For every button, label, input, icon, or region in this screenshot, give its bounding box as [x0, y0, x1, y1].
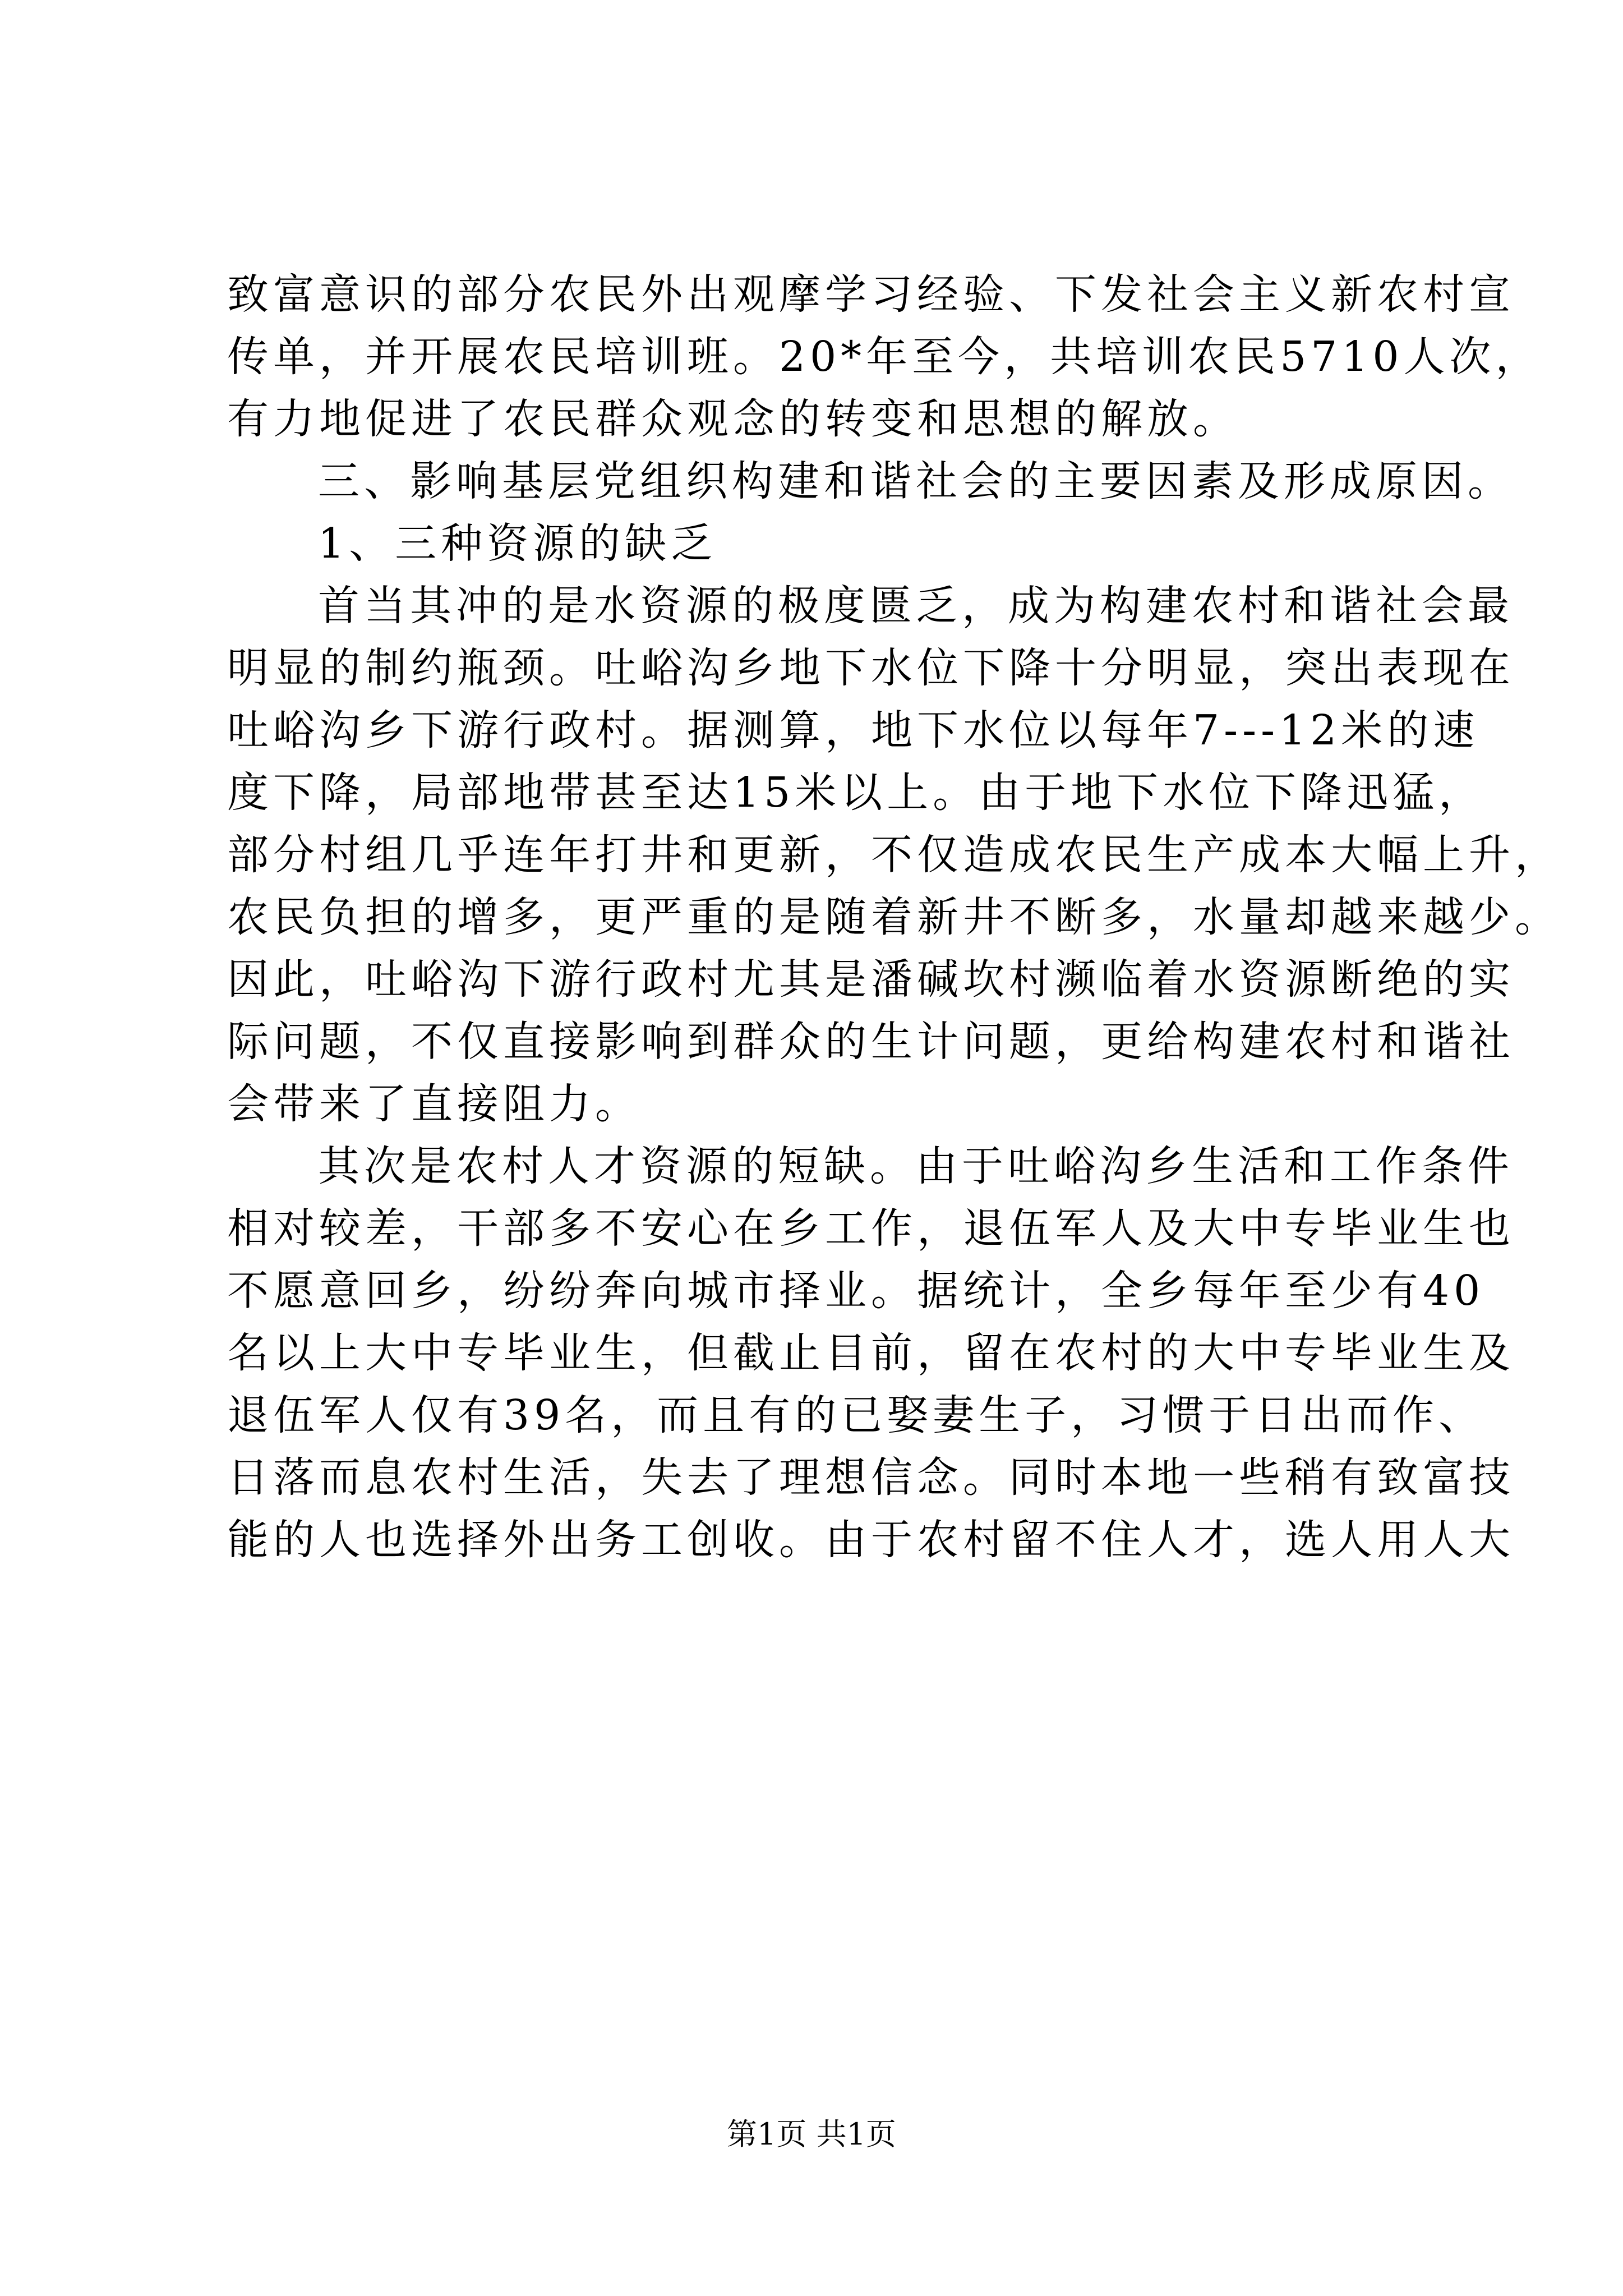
text-line: 吐峪沟乡下游行政村。据测算，地下水位以每年7---12米的速: [227, 706, 1479, 754]
subsection-heading: 1、三种资源的缺乏: [318, 519, 717, 568]
text-line: 际问题，不仅直接影响到群众的生计问题，更给构建农村和谐社: [227, 1018, 1515, 1066]
text-line: 传单，并开展农民培训班。20*年至今，共培训农民5710人次，: [227, 333, 1542, 381]
page-number-label: 第1页 共1页: [727, 2116, 896, 2152]
text-line: 明显的制约瓶颈。吐峪沟乡地下水位下降十分明显，突出表现在: [227, 644, 1515, 692]
text-line: 致富意识的部分农民外出观摩学习经验、下发社会主义新农村宣: [227, 270, 1515, 319]
text-line: 部分村组几乎连年打井和更新，不仅造成农民生产成本大幅上升，: [227, 831, 1561, 879]
text-line: 退伍军人仅有39名，而且有的已娶妻生子，习惯于日出而作、: [227, 1391, 1485, 1439]
page-footer: [0, 2115, 1623, 2154]
text-line: 其次是农村人才资源的短缺。由于吐峪沟乡生活和工作条件: [318, 1142, 1514, 1190]
text-line: 因此，吐峪沟下游行政村尤其是潘碱坎村濒临着水资源断绝的实: [227, 955, 1515, 1004]
text-line: 农民负担的增多，更严重的是随着新井不断多，水量却越来越少。: [227, 893, 1561, 941]
text-line: 能的人也选择外出务工创收。由于农村留不住人才，选人用人大: [227, 1516, 1515, 1564]
text-line: 名以上大中专毕业生，但截止目前，留在农村的大中专毕业生及: [227, 1329, 1515, 1377]
text-line: 相对较差，干部多不安心在乡工作，退伍军人及大中专毕业生也: [227, 1204, 1515, 1253]
text-line: 会带来了直接阻力。: [227, 1080, 641, 1128]
text-line: 不愿意回乡，纷纷奔向城市择业。据统计，全乡每年至少有40: [227, 1267, 1485, 1315]
text-line: 度下降，局部地带甚至达15米以上。由于地下水位下降迅猛，: [227, 769, 1485, 817]
document-body: [227, 264, 1561, 1571]
text-line: 首当其冲的是水资源的极度匮乏，成为构建农村和谐社会最: [318, 582, 1514, 630]
text-line: 日落而息农村生活，失去了理想信念。同时本地一些稍有致富技: [227, 1453, 1515, 1502]
text-line: 有力地促进了农民群众观念的转变和思想的解放。: [227, 395, 1239, 443]
section-heading: 三、影响基层党组织构建和谐社会的主要因素及形成原因。: [318, 457, 1514, 505]
